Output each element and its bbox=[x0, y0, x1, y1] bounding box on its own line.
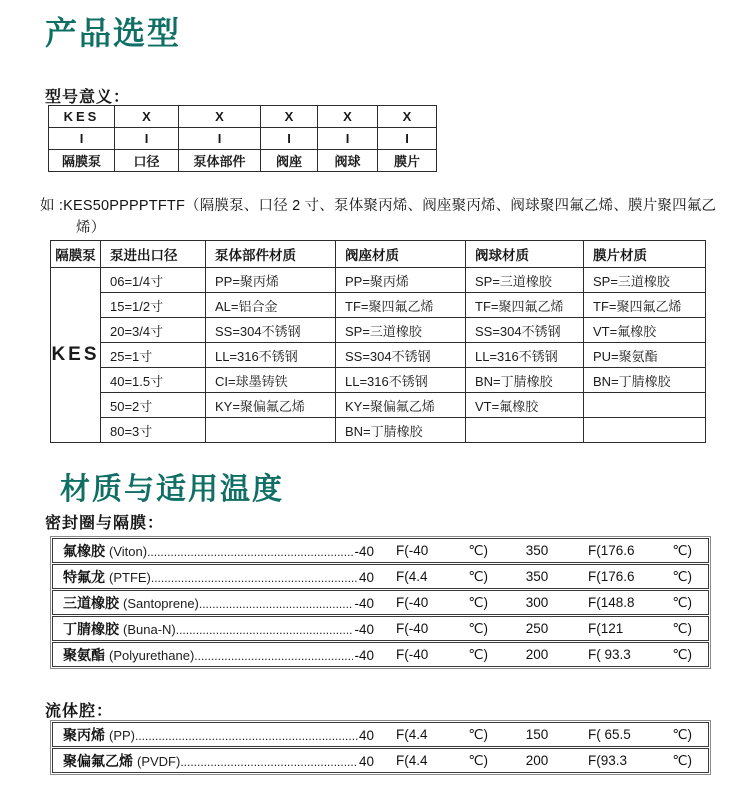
min-temp-c: F(4.4 ℃) bbox=[396, 568, 488, 584]
table-cell: SP=三道橡胶 bbox=[584, 268, 706, 293]
table-cell: I bbox=[49, 128, 115, 150]
table-cell: TF=聚四氟乙烯 bbox=[584, 293, 706, 318]
table-cell: I bbox=[318, 128, 378, 150]
min-temp-f: 40 bbox=[358, 753, 374, 769]
table-cell: SS=304不锈钢 bbox=[336, 343, 466, 368]
dot-leader bbox=[199, 597, 354, 611]
min-temp-f: 40 bbox=[358, 569, 374, 585]
table-row bbox=[52, 722, 709, 747]
min-temp-f: -40 bbox=[354, 595, 374, 611]
table-cell: X bbox=[378, 106, 437, 128]
table-cell: X bbox=[318, 106, 378, 128]
table-cell: X bbox=[115, 106, 179, 128]
max-temp-c: F(93.3 ℃) bbox=[588, 752, 692, 768]
max-temp-c: F(121 ℃) bbox=[588, 620, 692, 636]
min-temp-f: -40 bbox=[354, 621, 374, 637]
model-example-text: 如 :KES50PPPPTFTF（隔膜泵、口径 2 寸、泵体聚丙烯、阀座聚丙烯、阀球聚四氟乙烯、膜片聚四氟乙烯） bbox=[40, 197, 717, 236]
table-cell: 口径 bbox=[115, 150, 179, 172]
dot-leader bbox=[151, 571, 358, 585]
table-cell: SS=304不锈钢 bbox=[206, 318, 336, 343]
table-cell: KY=聚偏氟乙烯 bbox=[336, 393, 466, 418]
table-cell: 阀座 bbox=[261, 150, 318, 172]
table-cell: 25=1寸 bbox=[101, 343, 206, 368]
table-cell: CI=球墨铸铁 bbox=[206, 368, 336, 393]
max-temp-f: 350 bbox=[525, 569, 549, 584]
material-name: 聚丙烯 bbox=[63, 726, 105, 743]
table-cell: VT=氟橡胶 bbox=[584, 318, 706, 343]
min-temp-f: -40 bbox=[354, 647, 374, 663]
dot-leader bbox=[180, 755, 358, 769]
table-cell: 06=1/4寸 bbox=[101, 268, 206, 293]
table-row bbox=[51, 368, 706, 393]
table-cell: BN=丁腈橡胶 bbox=[584, 368, 706, 393]
table-cell: TF=聚四氟乙烯 bbox=[466, 293, 584, 318]
material-selection-table bbox=[50, 240, 706, 443]
table-cell: I bbox=[378, 128, 437, 150]
table-cell: I bbox=[115, 128, 179, 150]
table-cell: LL=316不锈钢 bbox=[206, 343, 336, 368]
material-name-en: (Santoprene) bbox=[123, 595, 199, 611]
table-cell: KY=聚偏氟乙烯 bbox=[206, 393, 336, 418]
table-cell: 15=1/2寸 bbox=[101, 293, 206, 318]
max-temp-f: 150 bbox=[525, 727, 549, 742]
table-row bbox=[51, 293, 706, 318]
table-cell: 阀球 bbox=[318, 150, 378, 172]
table-cell: LL=316不锈钢 bbox=[466, 343, 584, 368]
table-row bbox=[51, 418, 706, 443]
table-cell: I bbox=[261, 128, 318, 150]
fluid-temperature-table bbox=[50, 720, 711, 775]
max-temp-c: F(176.6 ℃) bbox=[588, 568, 692, 584]
table-cell: PU=聚氨酯 bbox=[584, 343, 706, 368]
model-code-row bbox=[49, 106, 437, 128]
material-name-en: (PP) bbox=[109, 727, 135, 743]
min-temp-c: F(-40 ℃) bbox=[396, 542, 488, 558]
material-name: 氟橡胶 bbox=[63, 542, 105, 559]
table-cell: PP=聚丙烯 bbox=[336, 268, 466, 293]
material-name-en: (PTFE) bbox=[109, 569, 151, 585]
min-temp-f: 40 bbox=[358, 727, 374, 743]
max-temp-f: 300 bbox=[525, 595, 549, 610]
table-row bbox=[51, 318, 706, 343]
table-cell: 隔膜泵 bbox=[49, 150, 115, 172]
section-title: 材质与适用温度 bbox=[60, 473, 284, 506]
max-temp-f: 200 bbox=[525, 753, 549, 768]
table-cell: 膜片 bbox=[378, 150, 437, 172]
min-temp-c: F(-40 ℃) bbox=[396, 620, 488, 636]
table-cell: 40=1.5寸 bbox=[101, 368, 206, 393]
column-header: 膜片材质 bbox=[584, 241, 706, 268]
table-cell: BN=丁腈橡胶 bbox=[336, 418, 466, 443]
material-name-en: (Polyurethane) bbox=[109, 647, 195, 663]
table-cell: VT=氟橡胶 bbox=[466, 393, 584, 418]
material-name-en: (Buna-N) bbox=[123, 621, 176, 637]
model-meaning-label: 型号意义： bbox=[45, 89, 131, 106]
min-temp-c: F(-40 ℃) bbox=[396, 594, 488, 610]
table-cell: BN=丁腈橡胶 bbox=[466, 368, 584, 393]
max-temp-c: F(176.6 ℃) bbox=[588, 542, 692, 558]
column-header: 阀座材质 bbox=[336, 241, 466, 268]
table-row bbox=[52, 616, 709, 641]
material-name-en: (PVDF) bbox=[137, 753, 181, 769]
table-cell: 80=3寸 bbox=[101, 418, 206, 443]
material-name: 聚氨酯 bbox=[63, 646, 105, 663]
table-cell: SS=304不锈钢 bbox=[466, 318, 584, 343]
table-cell bbox=[466, 418, 584, 443]
table-cell: I bbox=[179, 128, 261, 150]
selection-header-row bbox=[51, 241, 706, 268]
material-name: 三道橡胶 bbox=[63, 594, 119, 611]
min-temp-c: F(4.4 ℃) bbox=[396, 726, 488, 742]
seal-temperature-table bbox=[50, 536, 711, 669]
table-row bbox=[52, 748, 709, 773]
dot-leader bbox=[147, 545, 353, 559]
max-temp-f: 200 bbox=[525, 647, 549, 662]
min-temp-c: F(4.4 ℃) bbox=[396, 752, 488, 768]
table-cell: X bbox=[261, 106, 318, 128]
dot-leader bbox=[135, 729, 358, 743]
table-row bbox=[51, 393, 706, 418]
dot-leader bbox=[194, 649, 353, 663]
min-temp-c: F(-40 ℃) bbox=[396, 646, 488, 662]
table-cell: 50=2寸 bbox=[101, 393, 206, 418]
table-cell: 泵体部件 bbox=[179, 150, 261, 172]
table-row bbox=[52, 538, 709, 563]
model-code-table bbox=[48, 105, 437, 172]
column-header: 隔膜泵 bbox=[51, 241, 101, 268]
max-temp-f: 350 bbox=[525, 543, 549, 558]
table-cell bbox=[206, 418, 336, 443]
table-cell: X bbox=[179, 106, 261, 128]
max-temp-c: F( 93.3 ℃) bbox=[588, 646, 692, 662]
material-name-en: (Viton) bbox=[109, 543, 148, 559]
table-row bbox=[51, 343, 706, 368]
table-row bbox=[51, 268, 706, 293]
table-cell: 20=3/4寸 bbox=[101, 318, 206, 343]
model-pipe-row bbox=[49, 128, 437, 150]
dot-leader bbox=[176, 623, 354, 637]
table-cell: KES bbox=[49, 106, 115, 128]
page-title: 产品选型 bbox=[45, 15, 182, 51]
column-header: 泵进出口径 bbox=[101, 241, 206, 268]
table-cell: SP=三道橡胶 bbox=[336, 318, 466, 343]
model-desc-row bbox=[49, 150, 437, 172]
table-cell bbox=[584, 418, 706, 443]
table-cell: AL=铝合金 bbox=[206, 293, 336, 318]
fluid-section-label: 流体腔： bbox=[45, 703, 114, 720]
seal-section-label: 密封圈与隔膜： bbox=[45, 515, 165, 532]
table-cell: PP=聚丙烯 bbox=[206, 268, 336, 293]
column-header: 泵体部件材质 bbox=[206, 241, 336, 268]
max-temp-c: F( 65.5 ℃) bbox=[588, 726, 692, 742]
column-header: 阀球材质 bbox=[466, 241, 584, 268]
table-row bbox=[52, 642, 709, 667]
min-temp-f: -40 bbox=[354, 543, 374, 559]
material-name: 特氟龙 bbox=[63, 568, 105, 585]
table-row bbox=[52, 564, 709, 589]
material-name: 丁腈橡胶 bbox=[63, 620, 119, 637]
table-cell: LL=316不锈钢 bbox=[336, 368, 466, 393]
material-name: 聚偏氟乙烯 bbox=[63, 752, 133, 769]
table-cell: TF=聚四氟乙烯 bbox=[336, 293, 466, 318]
max-temp-c: F(148.8 ℃) bbox=[588, 594, 692, 610]
max-temp-f: 250 bbox=[525, 621, 549, 636]
table-cell: SP=三道橡胶 bbox=[466, 268, 584, 293]
series-label-cell: KES bbox=[51, 268, 101, 443]
table-row bbox=[52, 590, 709, 615]
table-cell bbox=[584, 393, 706, 418]
